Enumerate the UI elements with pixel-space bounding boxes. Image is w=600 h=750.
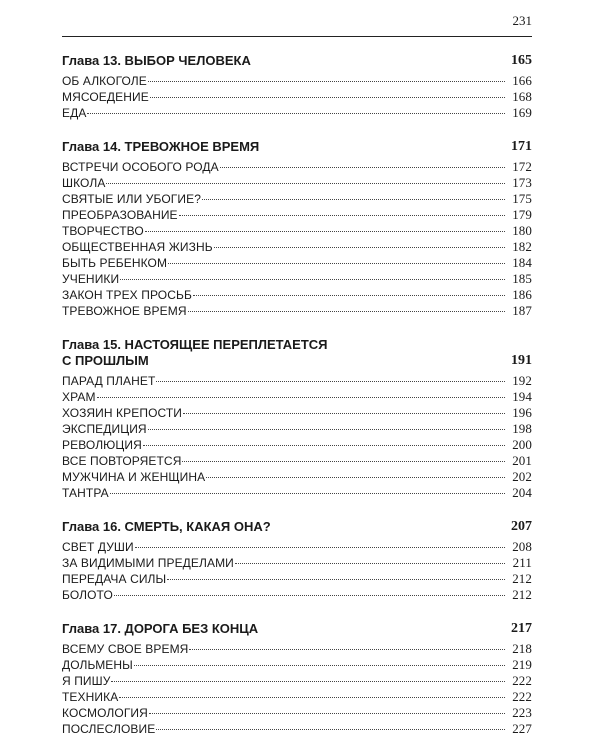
dot-leader — [214, 246, 505, 248]
dot-leader — [114, 594, 505, 596]
toc-entry[interactable] — [62, 485, 532, 501]
toc-entry[interactable] — [62, 469, 532, 485]
entry-page: 222 — [512, 673, 532, 688]
entry-label: ОБ АЛКОГОЛЕ — [62, 74, 147, 88]
entry-page: 185 — [512, 271, 532, 286]
entry-label: ЕДА — [62, 106, 87, 120]
chapter-title: Глава 14. ТРЕВОЖНОЕ ВРЕМЯ — [62, 139, 260, 154]
entry-label: МУЖЧИНА И ЖЕНЩИНА — [62, 470, 206, 484]
entry-page: 222 — [512, 689, 532, 704]
entry-page: 184 — [512, 255, 532, 270]
dot-leader — [188, 310, 505, 312]
entry-page: 187 — [512, 303, 532, 318]
dot-leader — [220, 166, 505, 168]
toc-entry[interactable] — [62, 405, 532, 421]
dot-leader — [135, 546, 505, 548]
toc-entry[interactable] — [62, 73, 532, 89]
entry-label: ТРЕВОЖНОЕ ВРЕМЯ — [62, 304, 187, 318]
chapter-page: 217 — [511, 621, 532, 636]
toc-entry[interactable] — [62, 539, 532, 555]
entry-label: ХРАМ — [62, 390, 96, 404]
entry-page: 219 — [512, 657, 532, 672]
chapter-17 — [62, 609, 532, 737]
dot-leader — [143, 444, 505, 446]
dot-leader — [134, 664, 505, 666]
entry-page: 204 — [512, 485, 532, 500]
entry-label: КОСМОЛОГИЯ — [62, 706, 148, 720]
entry-page: 175 — [512, 191, 532, 206]
entry-page: 201 — [512, 453, 532, 468]
entry-page: 169 — [512, 105, 532, 120]
chapter-heading[interactable] — [62, 41, 532, 73]
entry-label: ЗАКОН ТРЕХ ПРОСЬБ — [62, 288, 192, 302]
chapter-title-line2: С ПРОШЛЫМ — [62, 353, 149, 368]
chapter-heading[interactable] — [62, 609, 532, 641]
toc-entry[interactable] — [62, 641, 532, 657]
chapter-14 — [62, 127, 532, 319]
toc-entry[interactable] — [62, 437, 532, 453]
entry-page: 223 — [512, 705, 532, 720]
entry-label: ВСЕМУ СВОЕ ВРЕМЯ — [62, 642, 189, 656]
chapter-page: 171 — [511, 139, 532, 154]
dot-leader — [148, 428, 505, 430]
dot-leader — [148, 80, 505, 82]
toc-page — [62, 10, 532, 737]
chapter-title-line1: Глава 15. НАСТОЯЩЕЕ ПЕРЕПЛЕТАЕТСЯ — [62, 337, 328, 352]
toc-entry[interactable] — [62, 287, 532, 303]
toc-entry[interactable] — [62, 389, 532, 405]
toc-entry[interactable] — [62, 207, 532, 223]
dot-leader — [87, 112, 505, 114]
entry-page: 208 — [512, 539, 532, 554]
dot-leader — [110, 492, 505, 494]
entry-label: БОЛОТО — [62, 588, 113, 602]
dot-leader — [111, 680, 505, 682]
entry-label: БЫТЬ РЕБЕНКОМ — [62, 256, 168, 270]
toc-entry[interactable] — [62, 303, 532, 319]
toc-entry[interactable] — [62, 689, 532, 705]
entry-label: ДОЛЬМЕНЫ — [62, 658, 133, 672]
chapter-title: Глава 13. ВЫБОР ЧЕЛОВЕКА — [62, 53, 251, 68]
toc-entry[interactable] — [62, 191, 532, 207]
entry-page: 218 — [512, 641, 532, 656]
chapter-page: 191 — [511, 353, 532, 368]
dot-leader — [183, 412, 505, 414]
toc-entry[interactable] — [62, 587, 532, 603]
toc-entry[interactable] — [62, 239, 532, 255]
entry-page: 166 — [512, 73, 532, 88]
chapter-13 — [62, 41, 532, 121]
entry-page: 180 — [512, 223, 532, 238]
dot-leader — [156, 728, 505, 730]
toc-entry[interactable] — [62, 175, 532, 191]
toc-entry[interactable] — [62, 453, 532, 469]
toc-entry[interactable] — [62, 721, 532, 737]
entry-page: 172 — [512, 159, 532, 174]
dot-leader — [182, 460, 505, 462]
toc-entry[interactable] — [62, 271, 532, 287]
dot-leader — [202, 198, 505, 200]
entry-page: 186 — [512, 287, 532, 302]
page-number: 231 — [62, 10, 532, 37]
entry-page: 211 — [512, 555, 532, 570]
entry-page: 173 — [512, 175, 532, 190]
entry-label: ТАНТРА — [62, 486, 109, 500]
toc-entry[interactable] — [62, 421, 532, 437]
entry-label: ОБЩЕСТВЕННАЯ ЖИЗНЬ — [62, 240, 213, 254]
toc-entry[interactable] — [62, 657, 532, 673]
toc-entry[interactable] — [62, 705, 532, 721]
dot-leader — [168, 262, 505, 264]
chapter-page: 207 — [511, 519, 532, 534]
entry-label: ЭКСПЕДИЦИЯ — [62, 422, 147, 436]
entry-label: ХОЗЯИН КРЕПОСТИ — [62, 406, 183, 420]
toc-entry[interactable] — [62, 255, 532, 271]
toc-entry[interactable] — [62, 89, 532, 105]
toc-entry[interactable] — [62, 373, 532, 389]
entry-label: ТЕХНИКА — [62, 690, 119, 704]
chapter-16 — [62, 507, 532, 603]
dot-leader — [97, 396, 505, 398]
entry-page: 179 — [512, 207, 532, 222]
dot-leader — [106, 182, 505, 184]
entry-page: 198 — [512, 421, 532, 436]
entry-label: ШКОЛА — [62, 176, 106, 190]
entry-label: РЕВОЛЮЦИЯ — [62, 438, 142, 452]
entry-label: ПОСЛЕСЛОВИЕ — [62, 722, 156, 736]
entry-page: 212 — [512, 571, 532, 586]
entry-label: Я ПИШУ — [62, 674, 111, 688]
entry-page: 212 — [512, 587, 532, 602]
entry-label: УЧЕНИКИ — [62, 272, 120, 286]
dot-leader — [120, 278, 505, 280]
toc-entry[interactable] — [62, 555, 532, 571]
entry-label: ПРЕОБРАЗОВАНИЕ — [62, 208, 178, 222]
chapter-title: Глава 16. СМЕРТЬ, КАКАЯ ОНА? — [62, 519, 271, 534]
entry-page: 168 — [512, 89, 532, 104]
dot-leader — [119, 696, 505, 698]
entry-page: 192 — [512, 373, 532, 388]
chapter-heading[interactable] — [62, 325, 532, 373]
chapter-heading[interactable] — [62, 507, 532, 539]
dot-leader — [150, 96, 505, 98]
entry-label: ПАРАД ПЛАНЕТ — [62, 374, 156, 388]
toc-entry[interactable] — [62, 673, 532, 689]
entry-label: МЯСОЕДЕНИЕ — [62, 90, 149, 104]
chapter-page: 165 — [511, 53, 532, 68]
chapter-15 — [62, 325, 532, 501]
entry-page: 200 — [512, 437, 532, 452]
dot-leader — [235, 562, 505, 564]
dot-leader — [189, 648, 505, 650]
entry-page: 182 — [512, 239, 532, 254]
chapter-heading[interactable] — [62, 127, 532, 159]
dot-leader — [206, 476, 505, 478]
entry-label: ВСЕ ПОВТОРЯЕТСЯ — [62, 454, 182, 468]
entry-label: ПЕРЕДАЧА СИЛЫ — [62, 572, 167, 586]
dot-leader — [145, 230, 505, 232]
entry-label: ЗА ВИДИМЫМИ ПРЕДЕЛАМИ — [62, 556, 234, 570]
dot-leader — [193, 294, 505, 296]
dot-leader — [156, 380, 505, 382]
toc-entry[interactable] — [62, 571, 532, 587]
entry-label: ВСТРЕЧИ ОСОБОГО РОДА — [62, 160, 219, 174]
entry-label: СВЕТ ДУШИ — [62, 540, 134, 554]
toc-entry[interactable] — [62, 159, 532, 175]
toc-entry[interactable] — [62, 223, 532, 239]
entry-page: 227 — [512, 721, 532, 736]
chapter-title: Глава 17. ДОРОГА БЕЗ КОНЦА — [62, 621, 259, 636]
chapter-title — [62, 337, 328, 369]
entry-page: 194 — [512, 389, 532, 404]
toc-entry[interactable] — [62, 105, 532, 121]
dot-leader — [167, 578, 505, 580]
dot-leader — [149, 712, 505, 714]
entry-page: 202 — [512, 469, 532, 484]
entry-label: ТВОРЧЕСТВО — [62, 224, 144, 238]
dot-leader — [179, 214, 505, 216]
entry-page: 196 — [512, 405, 532, 420]
entry-label: СВЯТЫЕ ИЛИ УБОГИЕ? — [62, 192, 201, 206]
